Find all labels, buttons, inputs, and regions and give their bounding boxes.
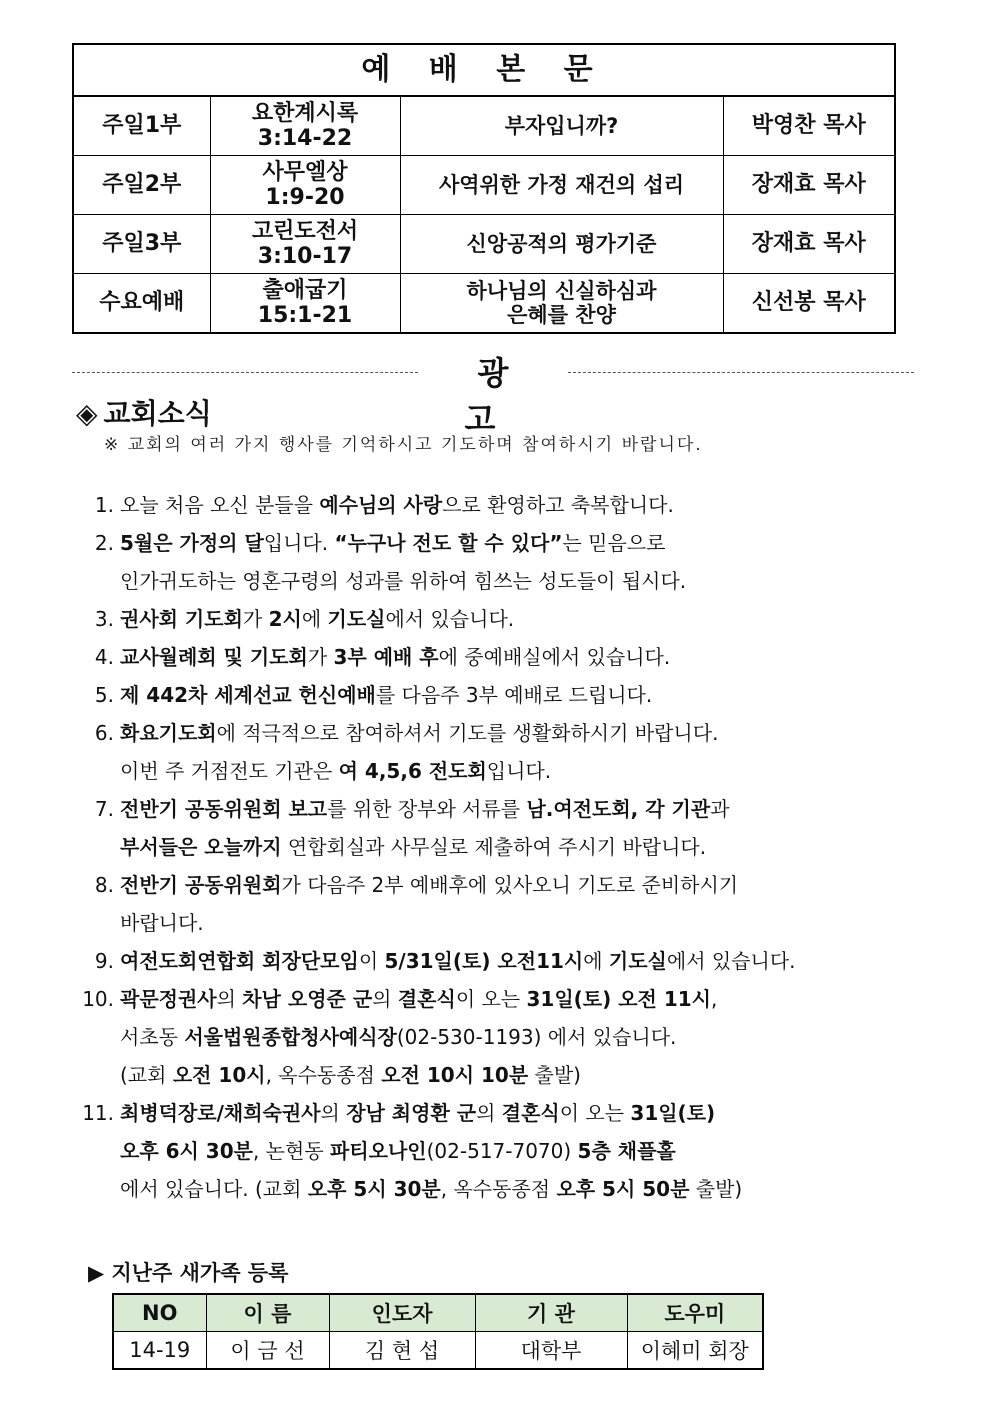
- emphasis-text: 곽문정권사: [120, 987, 217, 1011]
- item-number: 4.: [94, 645, 114, 669]
- item-text: , 논현동: [252, 1139, 331, 1163]
- emphasis-text: 결혼식: [397, 987, 456, 1011]
- scripture-cell: [210, 215, 400, 274]
- item-text: 에서 있습니다. (교회: [120, 1177, 308, 1201]
- item-text: 에 중예배실에서 있습니다.: [438, 645, 671, 669]
- column-header: 기 관: [475, 1294, 627, 1332]
- emphasis-text: 차남 오영준 군: [242, 987, 373, 1011]
- table-row: [113, 1332, 763, 1370]
- service-name: 주일3부: [73, 215, 210, 274]
- item-text: (02-517-7070): [426, 1139, 578, 1163]
- emphasis-text: 5/31일(토) 오전11시: [384, 949, 584, 973]
- item-text: 에 적극적으로 참여하셔서 기도를 생활화하시기 바랍니다.: [216, 721, 719, 745]
- announcement-item: [70, 1094, 930, 1208]
- item-text: 이 오는: [455, 987, 527, 1011]
- church-news-title-text: 교회소식: [103, 397, 212, 430]
- service-name: 수요예배: [73, 274, 210, 334]
- item-line: [120, 790, 930, 828]
- emphasis-text: 화요기도회: [120, 721, 217, 745]
- sermon-title-line: 하나님의 신실하심과: [466, 278, 657, 303]
- item-line: [120, 1056, 930, 1094]
- emphasis-text: 파티오나인: [330, 1139, 427, 1163]
- item-line: [120, 904, 930, 942]
- scripture-book: 요한계시록: [251, 100, 359, 126]
- dashed-divider-right: [568, 372, 914, 373]
- item-text: 의: [476, 1101, 502, 1125]
- item-text: 의: [372, 987, 398, 1011]
- item-line: [120, 1094, 930, 1132]
- column-header: NO: [113, 1294, 206, 1332]
- emphasis-text: 결혼식: [501, 1101, 560, 1125]
- scripture-book: 사무엘상: [262, 159, 348, 185]
- item-text: 에서 있습니다.: [666, 949, 796, 973]
- emphasis-text: 교사월례회 및 기도회: [120, 645, 308, 669]
- item-text: (교회: [120, 1063, 173, 1087]
- item-text: 인가귀도하는 영혼구령의 성과를 위하여 힘쓰는 성도들이 됩시다.: [120, 569, 687, 593]
- pastor-name: 장재효 목사: [723, 156, 895, 215]
- pastor-name: 신선봉 목사: [723, 274, 895, 334]
- pastor-name: 박영찬 목사: [723, 96, 895, 156]
- item-text: 를 다음주 3부 예배로 드립니다.: [375, 683, 653, 707]
- emphasis-text: 예수님의 사랑: [319, 493, 443, 517]
- item-text: 으로 환영하고 축복합니다.: [442, 493, 674, 517]
- item-text: 에: [583, 949, 609, 973]
- item-text: 오늘 처음 오신 분들을: [120, 493, 320, 517]
- scripture-verse: 3:14-22: [257, 126, 353, 151]
- emphasis-text: 여전도회연합회 회장단모임: [120, 949, 359, 973]
- item-line: [120, 714, 930, 752]
- item-text: 입니다.: [486, 759, 552, 783]
- item-line: [120, 486, 930, 524]
- emphasis-text: 2시: [268, 607, 302, 631]
- announcement-item: [70, 942, 930, 980]
- church-news-title: [76, 392, 212, 432]
- emphasis-text: 오전 10시: [172, 1063, 266, 1087]
- worship-row: [73, 274, 895, 334]
- item-text: 가 다음주 2부 예배후에 있사오니 기도로 준비하시기: [281, 873, 739, 897]
- item-text: , 옥수동종점: [265, 1063, 382, 1087]
- emphasis-text: 남.여전도회, 각 기관: [526, 797, 711, 821]
- table-cell: 이혜미 회장: [627, 1332, 763, 1370]
- item-number: 10.: [82, 987, 114, 1011]
- service-name: 주일1부: [73, 96, 210, 156]
- item-text: 바랍니다.: [120, 911, 204, 935]
- item-text: 출발): [528, 1063, 581, 1087]
- item-number: 9.: [94, 949, 114, 973]
- new-family-table: [112, 1293, 764, 1370]
- scripture-cell: [210, 274, 400, 334]
- item-text: 가: [242, 607, 269, 631]
- item-line: [120, 1170, 930, 1208]
- item-number: 7.: [94, 797, 114, 821]
- emphasis-text: “누구나 전도 할 수 있다”: [334, 531, 563, 555]
- scripture-cell: [210, 156, 400, 215]
- column-header: 인도자: [329, 1294, 475, 1332]
- emphasis-text: 오후 5시 50분: [556, 1177, 690, 1201]
- announcement-item: [70, 486, 930, 524]
- item-text: 과: [710, 797, 730, 821]
- emphasis-text: 장남 최영환 군: [346, 1101, 477, 1125]
- item-line: [120, 828, 930, 866]
- item-text: , 옥수동종점: [440, 1177, 557, 1201]
- item-text: 연합회실과 사무실로 제출하여 주시기 바랍니다.: [281, 835, 707, 859]
- emphasis-text: 5층 채플홀: [577, 1139, 676, 1163]
- announcement-item: [70, 866, 930, 942]
- item-text: 를 위한 장부와 서류를: [327, 797, 527, 821]
- scripture-book: 출애굽기: [262, 277, 348, 303]
- service-name: 주일2부: [73, 156, 210, 215]
- item-line: [120, 676, 930, 714]
- emphasis-text: 3부 예배 후: [333, 645, 439, 669]
- emphasis-text: 오전 10시 10분: [381, 1063, 529, 1087]
- emphasis-text: 기도실: [327, 607, 386, 631]
- table-cell: 김 현 섭: [329, 1332, 475, 1370]
- scripture-verse: 1:9-20: [265, 185, 345, 210]
- item-number: 3.: [94, 607, 114, 631]
- announcement-item: [70, 600, 930, 638]
- sermon-title-line: 사역위한 가정 재건의 섭리: [438, 172, 685, 197]
- item-text: 출발): [689, 1177, 743, 1201]
- announcement-item: [70, 714, 930, 790]
- announcement-title: 광 고: [464, 354, 535, 438]
- announcement-item: [70, 638, 930, 676]
- sermon-title-cell: [400, 215, 723, 274]
- emphasis-text: 기도실: [608, 949, 667, 973]
- emphasis-text: 여 4,5,6 전도회: [338, 759, 487, 783]
- item-line: [120, 1132, 930, 1170]
- item-text: (02-530-1193) 에서 있습니다.: [396, 1025, 677, 1049]
- worship-row: [73, 215, 895, 274]
- item-line: [120, 942, 930, 980]
- table-cell: 14-19: [113, 1332, 206, 1370]
- item-text: 이 오는: [559, 1101, 631, 1125]
- item-line: [120, 562, 930, 600]
- column-header: 도우미: [627, 1294, 763, 1332]
- table-cell: 이 금 선: [206, 1332, 329, 1370]
- emphasis-text: 제 442차 세계선교 헌신예배: [120, 683, 376, 707]
- item-number: 5.: [94, 683, 114, 707]
- sermon-title-cell: [400, 274, 723, 334]
- emphasis-text: 최병덕장로/채희숙권사: [120, 1101, 321, 1125]
- scripture-verse: 15:1-21: [257, 303, 353, 328]
- item-line: [120, 524, 930, 562]
- sermon-title-line: 부자입니까?: [504, 113, 619, 138]
- announcement-item: [70, 524, 930, 600]
- announcement-list: [70, 486, 930, 1208]
- worship-table: [72, 43, 896, 334]
- new-family-title: ▶ 지난주 새가족 등록: [88, 1261, 289, 1285]
- sermon-title-line: 신앙공적의 평가기준: [466, 231, 657, 256]
- worship-table-title: 예 배 본 문: [73, 44, 895, 96]
- scripture-book: 고린도전서: [251, 218, 359, 244]
- item-line: [120, 980, 930, 1018]
- worship-row: [73, 96, 895, 156]
- announcement-item: [70, 676, 930, 714]
- emphasis-text: 서울법원종합청사예식장: [184, 1025, 397, 1049]
- dashed-divider-left: [72, 372, 418, 373]
- emphasis-text: 오후 5시 30분: [307, 1177, 441, 1201]
- item-text: 가: [307, 645, 334, 669]
- announcement-item: [70, 790, 930, 866]
- item-line: [120, 1018, 930, 1056]
- sermon-title-cell: [400, 96, 723, 156]
- item-line: [120, 638, 930, 676]
- sermon-title-line: 은혜를 찬양: [507, 303, 616, 327]
- item-text: 이번 주 거점전도 기관은: [120, 759, 339, 783]
- emphasis-text: 5월은 가정의 달: [120, 531, 264, 555]
- church-news-note: ※ 교회의 여러 가지 행사를 기억하시고 기도하며 참여하시기 바랍니다.: [104, 435, 703, 455]
- item-text: 의: [216, 987, 243, 1011]
- item-number: 2.: [94, 531, 114, 555]
- item-text: 서초동: [120, 1025, 185, 1049]
- scripture-cell: [210, 96, 400, 156]
- table-cell: 대학부: [475, 1332, 627, 1370]
- item-text: 이: [358, 949, 385, 973]
- sermon-title-cell: [400, 156, 723, 215]
- item-text: 입니다.: [263, 531, 335, 555]
- item-text: 에: [301, 607, 328, 631]
- worship-row: [73, 156, 895, 215]
- item-text: 의: [320, 1101, 347, 1125]
- scripture-verse: 3:10-17: [257, 244, 353, 269]
- emphasis-text: 부서들은 오늘까지: [120, 835, 282, 859]
- emphasis-text: 오후 6시 30분: [120, 1139, 253, 1163]
- item-number: 1.: [94, 493, 114, 517]
- item-text: ,: [710, 987, 718, 1011]
- diamond-icon: ◈: [76, 397, 98, 430]
- item-line: [120, 866, 930, 904]
- column-header: 이 름: [206, 1294, 329, 1332]
- item-text: 에서 있습니다.: [385, 607, 515, 631]
- item-line: [120, 752, 930, 790]
- announcement-item: [70, 980, 930, 1094]
- emphasis-text: 31일(토): [630, 1101, 716, 1125]
- item-number: 8.: [94, 873, 114, 897]
- emphasis-text: 전반기 공동위원회: [120, 873, 282, 897]
- pastor-name: 장재효 목사: [723, 215, 895, 274]
- item-line: [120, 600, 930, 638]
- item-number: 11.: [82, 1101, 114, 1125]
- emphasis-text: 권사회 기도회: [120, 607, 243, 631]
- item-number: 6.: [94, 721, 114, 745]
- item-text: 는 믿음으로: [562, 531, 666, 555]
- emphasis-text: 31일(토) 오전 11시: [526, 987, 711, 1011]
- emphasis-text: 전반기 공동위원회 보고: [120, 797, 328, 821]
